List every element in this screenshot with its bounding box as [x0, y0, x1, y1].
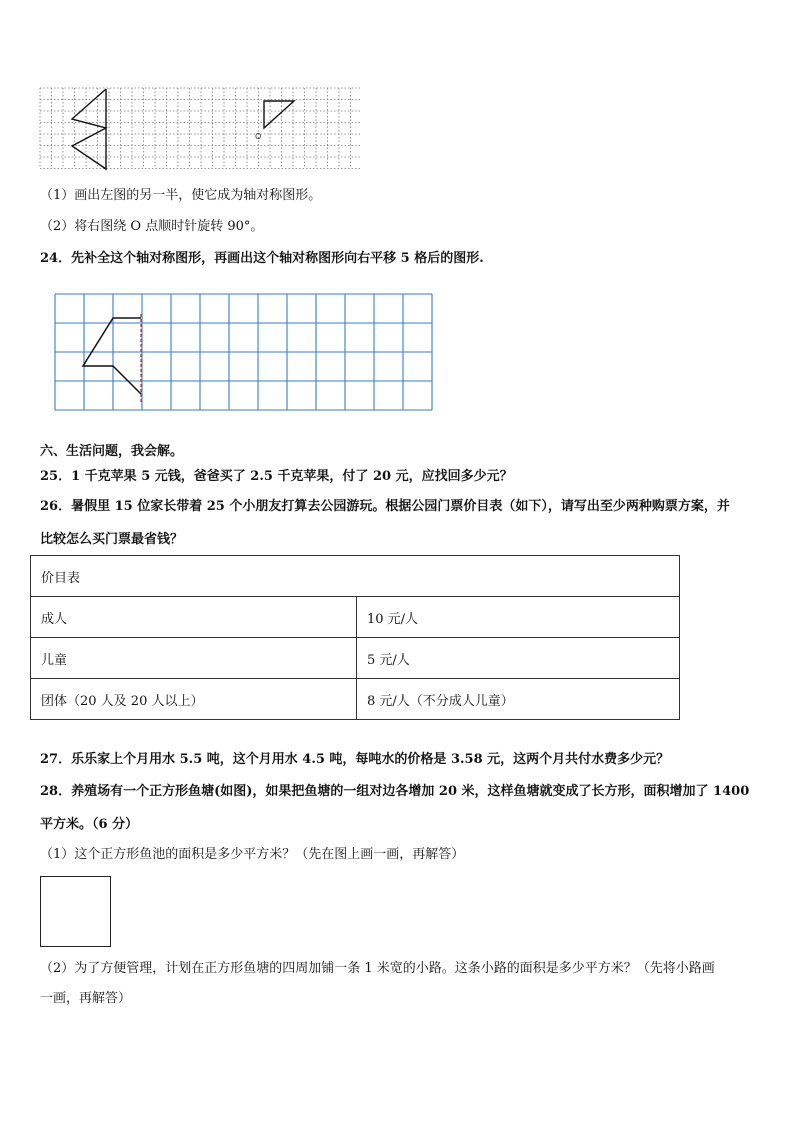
q27-text: 27．乐乐家上个月用水 5.5 吨，这个月用水 4.5 吨，每吨水的价格是 3.58 元，这两个月共付水费多少元？ — [40, 752, 670, 767]
q28-line1: 28．养殖场有一个正方形鱼塘(如图)，如果把鱼塘的一组对边各增加 20 米，这样鱼塘就变成了长方形，面积增加了 1400 — [40, 784, 750, 799]
price-table-header-row — [31, 556, 680, 597]
right-triangle-shape — [264, 101, 294, 128]
point-o-label: O — [255, 132, 262, 141]
half-shape — [83, 318, 141, 394]
q25-text: 25．1 千克苹果 5 元钱，爸爸买了 2.5 千克苹果，付了 20 元，应找回多少元？ — [40, 469, 513, 484]
ticket-price-child: 5 元/人 — [357, 638, 680, 679]
q28-sub1: （1）这个正方形鱼池的面积是多少平方米？（先在图上画一画，再解答） — [40, 847, 465, 862]
price-table-header: 价目表 — [31, 556, 680, 597]
square-pond-figure — [40, 876, 111, 947]
blue-grid-figure — [53, 290, 435, 418]
q28-sub2-line2: 一画，再解答） — [40, 991, 132, 1006]
ticket-type-group: 团体（20 人及 20 人以上） — [31, 679, 357, 720]
ticket-price-adult: 10 元/人 — [357, 597, 680, 638]
q26-line1: 26．暑假里 15 位家长带着 25 个小朋友打算去公园游玩。根据公园门票价目表（如下），请写出至少两种购票方案，并 — [40, 499, 730, 514]
table-row — [31, 638, 680, 679]
price-table — [30, 555, 680, 720]
ticket-type-adult: 成人 — [31, 597, 357, 638]
q24-text: 24．先补全这个轴对称图形，再画出这个轴对称图形向右平移 5 格后的图形. — [40, 251, 484, 266]
q23-sub1: （1）画出左图的另一半，使它成为轴对称图形。 — [40, 188, 322, 203]
section-six-title: 六、生活问题，我会解。 — [40, 444, 184, 459]
q26-line2: 比较怎么买门票最省钱？ — [40, 532, 184, 547]
ticket-type-child: 儿童 — [31, 638, 357, 679]
table-row — [31, 597, 680, 638]
dotted-grid-figure — [38, 86, 360, 174]
q28-line2: 平方米。（6 分） — [40, 817, 139, 832]
q23-sub2: （2）将右图绕 O 点顺时针旋转 90°。 — [40, 219, 264, 234]
ticket-price-group: 8 元/人（不分成人儿童） — [357, 679, 680, 720]
table-row — [31, 679, 680, 720]
q28-sub2-line1: （2）为了方便管理，计划在正方形鱼塘的四周加铺一条 1 米宽的小路。这条小路的面积是多少平方米？（先将小路画 — [40, 961, 715, 976]
